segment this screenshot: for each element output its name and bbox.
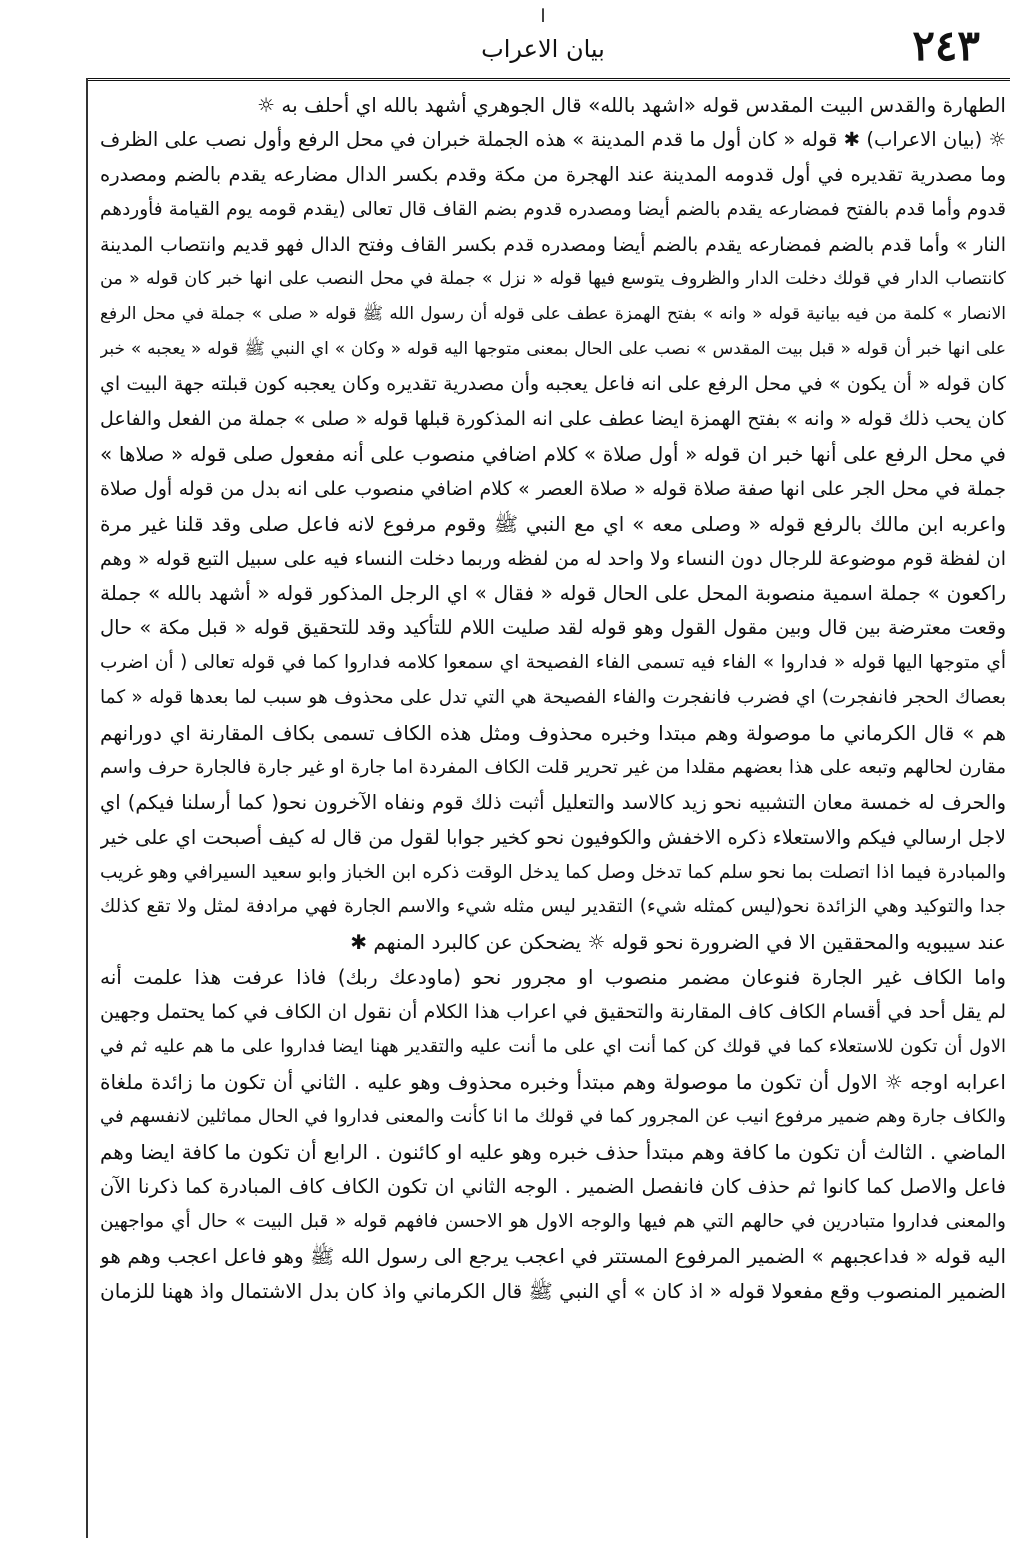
top-mark: ا [540, 6, 546, 27]
text-line: فاعل والاصل كما كانوا ثم حذف كان فانفصل الضمير . الوجه الثاني ان تكون الكاف كاف المبادرة كما ذكرنا الآن [100, 1174, 1006, 1198]
text-line: راكعون » جملة اسمية منصوبة المحل على الحال قوله « فقال » اي الرجل المذكور قوله « أشهد بالله » جملة [100, 581, 1006, 606]
text-line: واعربه ابن مالك بالرفع قوله « وصلى معه » اي مع النبي ﷺ وقوم مرفوع لانه فاعل صلى وقد قلنا غير مرة [100, 511, 1006, 536]
text-line: والمعنى فداروا متبادرين في حالهم التي هم فيها والوجه الاول هو الاحسن فافهم قوله « قبل البيت » حال أي مواجهين [100, 1210, 1006, 1232]
text-line: على انها خبر أن قوله « قبل بيت المقدس » نصب على الحال بمعنى متوجها اليه قوله « وكان » اي النبي ﷺ قوله « يعجبه » خبر [100, 339, 1006, 360]
text-line: اعرابه اوجه ☼ الاول أن تكون ما موصولة وهم مبتدأ وخبره محذوف وهو عليه . الثاني أن تكون ما زائدة ملغاة [100, 1069, 1006, 1094]
text-line: بعصاك الحجر فانفجرت) اي فضرب فانفجرت والفاء الفصيحة هي التي تدل على محذوف هو سبب لما بعدها قوله « كما [100, 687, 1006, 709]
text-line: قدوم وأما قدم بالفتح فمضارعه يقدم بالضم أيضا ومصدره قدوم بضم القاف قال تعالى (يقدم قومه يوم القيامة فأوردهم [100, 198, 1006, 220]
text-line: النار » وأما قدم بالضم فمضارعه يقدم بالضم أيضا ومصدره قدم بكسر القاف وفتح الدال فهو قديم وانتصاب المدينة [100, 233, 1006, 256]
text-line: والكاف جارة وهم ضمير مرفوع انيب عن المجرور كما في قولك ما انا كأنت والمعنى فداروا في الحال مماثلين لانفسهم في [100, 1105, 1006, 1127]
text-line: ☼ (بيان الاعراب) ✱ قوله « كان أول ما قدم المدينة » هذه الجملة خبران في محل الرفع وأول نصب على الظرف [100, 127, 1006, 151]
text-line: واما الكاف غير الجارة فنوعان مضمر منصوب او مجرور نحو (ماودعك ربك) فاذا عرفت هذا علمت أنه [100, 965, 1006, 990]
page-header [86, 6, 1000, 76]
text-line: مقارن لحالهم وتبعه على هذا بعضهم مقلدا من غير تحرير قلت الكاف المفردة اما جارة او غير جارة فالجارة حرف واسم [100, 756, 1006, 778]
text-line: كان قوله « أن يكون » في محل الرفع على انه فاعل يعجبه وأن مصدرية تقديره وكان يعجبه كون قبلته جهة البيت اي [100, 373, 1006, 396]
text-line: أي متوجها اليها قوله « فداروا » الفاء فيه تسمى الفاء الفصيحة اي سمعوا كلامه فداروا كما في قوله تعالى ( أن اضرب [100, 652, 1006, 674]
text-line: الطهارة والقدس البيت المقدس قوله «اشهد بالله» قال الجوهري أشهد بالله اي أحلف به ☼ [257, 93, 1006, 117]
commentary-text [100, 88, 1006, 1528]
text-line: جملة في محل الجر على انها صفة صلاة قوله « صلاة العصر » كلام اضافي منصوب على انه بدل من قوله أول صلاة [100, 477, 1006, 500]
text-line: الانصار » كلمة من فيه بيانية قوله « وانه » بفتح الهمزة عطف على قوله أن رسول الله ﷺ قوله « صلى » جملة في محل الرفع [100, 304, 1006, 325]
running-title: بيان الاعراب [481, 35, 605, 63]
margin-rule [86, 78, 88, 1538]
page-number: ٢٤٣ [912, 21, 980, 70]
text-line: والحرف له خمسة معان التشبيه نحو زيد كالاسد والتعليل أثبت ذلك قوم ونفاه الآخرون نحو( كما أرسلنا فيكم) اي [100, 790, 1006, 814]
text-line: كان يحب ذلك قوله « وانه » بفتح الهمزة ايضا عطف على انه المذكورة قبلها قوله « صلى » جملة من الفعل والفاعل [100, 408, 1006, 431]
text-line: لم يقل أحد في أقسام الكاف كاف المقارنة والتحقيق في اعراب هذا الكلام أن نقول ان الكاف في كما يحتمل وجهين [100, 1001, 1006, 1024]
text-line: وما مصدرية تقديره في أول قدومه المدينة عند الهجرة من مكة وقدم بكسر الدال مضارعه يقدم بالضم ومصدره [100, 162, 1006, 186]
text-line: الضمير المنصوب وقع مفعولا قوله « اذ كان » أي النبي ﷺ قال الكرماني واذ كان بدل الاشتمال واذ ههنا للزمان [100, 1279, 1006, 1304]
text-line: عند سيبويه والمحققين الا في الضرورة نحو قوله ☼ يضحكن عن كالبرد المنهم ✱ [350, 930, 1006, 955]
text-line: ان لفظة قوم موضوعة للرجال دون النساء ولا واحد له من لفظه وربما دخلت النساء فيه على سبيل التبع قوله « وهم [100, 547, 1006, 570]
header-rule [86, 78, 1010, 81]
text-line: وقعت معترضة بين قال وبين مقول القول وهو قوله لقد صليت اللام للتأكيد وقد للتحقيق قوله « قبل مكة » حال [100, 616, 1006, 640]
text-line: جدا والتوكيد وهي الزائدة نحو(ليس كمثله شيء) التقدير ليس مثله شيء والاسم الجارة فهي مرادفة لمثل ولا تقع كذلك [100, 896, 1006, 918]
text-line: الاول أن تكون للاستعلاء كما في قولك كن كما أنت اي على ما أنت عليه والتقدير ههنا ايضا فداروا على ما هم عليه ثم في [100, 1036, 1006, 1058]
text-line: هم » قال الكرماني ما موصولة وهم مبتدا وخبره محذوف ومثل هذه الكاف تسمى بكاف المقارنة اي دورانهم [100, 721, 1006, 746]
text-line: في محل الرفع على أنها خبر ان قوله « أول صلاة » كلام اضافي منصوب على أنه مفعول صلى قوله « صلاها » [100, 441, 1006, 466]
text-line: اليه قوله « فداعجبهم » الضمير المرفوع المستتر في اعجب يرجع الى رسول الله ﷺ وهو فاعل اعجب وهم هو [100, 1244, 1006, 1269]
text-line: كانتصاب الدار في قولك دخلت الدار والظروف يتوسع فيها قوله « نزل » جملة في محل النصب على انها خبر كان قوله « من [100, 269, 1006, 290]
text-line: لاجل ارسالي فيكم والاستعلاء ذكره الاخفش والكوفيون نحو كخير جوابا لقول من قال له كيف أصبحت اي على خير [100, 825, 1006, 849]
text-line: والمبادرة فيما اذا اتصلت بما نحو سلم كما تدخل وصل كما يدخل الوقت ذكره ابن الخباز وابو سعيد السيرافي وهو غريب [100, 861, 1006, 883]
text-line: الماضي . الثالث أن تكون ما كافة وهم مبتدأ حذف خبره وهو عليه او كائنون . الرابع أن تكون ما كافة ايضا وهم [100, 1139, 1006, 1164]
